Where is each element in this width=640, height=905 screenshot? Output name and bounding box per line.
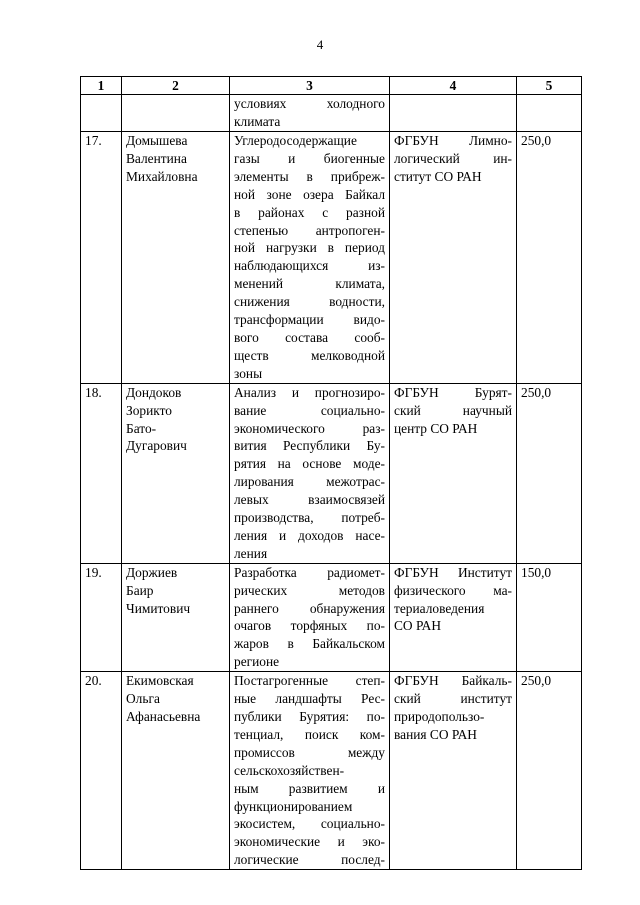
org-line: природопользо- — [394, 709, 485, 724]
header-row — [81, 77, 582, 95]
topic-line: лирования межотрас- — [234, 474, 385, 490]
page-number: 4 — [316, 37, 324, 52]
name-line: Зорикто — [126, 402, 172, 418]
org-line: логический ин- — [394, 150, 512, 166]
cell-amount: 250,0 — [517, 383, 582, 563]
org-line: ский научный — [394, 402, 512, 418]
topic-line: раннего обнаружения — [234, 600, 385, 616]
topic-line: вития Республики Бу- — [234, 438, 385, 454]
topic-line: Разработка радиомет- — [234, 564, 385, 580]
topic-line: логические послед- — [234, 852, 385, 868]
topic-line: рятия на основе моде- — [234, 456, 385, 472]
topic-line: ществ мелководной — [234, 347, 385, 363]
topic-line: сельскохозяйствен- — [234, 762, 345, 778]
topic-line: экосистем, социально- — [234, 816, 385, 832]
name-line: Доржиев — [126, 564, 178, 580]
topic-line: элементы в прибреж- — [234, 168, 385, 184]
org-line: ФГБУН Бурят- — [394, 384, 512, 400]
cell-org — [390, 563, 517, 671]
name-line: Домышева — [126, 133, 188, 148]
table-row — [81, 563, 582, 671]
topic-line: Анализ и прогнозиро- — [234, 384, 385, 400]
topic-line: экономические и эко- — [234, 834, 385, 850]
name-line: Михайловна — [126, 168, 198, 184]
topic-line: вого состава сооб- — [234, 329, 385, 345]
topic-line: зоны — [234, 365, 263, 381]
topic-line: левых взаимосвязей — [234, 492, 385, 508]
cell-amount — [517, 95, 582, 132]
cell-topic — [230, 563, 390, 671]
topic-line: Постагрогенные степ- — [234, 673, 385, 689]
header-col-2: 2 — [122, 77, 230, 95]
topic-line: экономического раз- — [234, 420, 385, 436]
name-line: Дугарович — [126, 438, 187, 454]
org-line: ФГБУН Лимно- — [394, 133, 512, 148]
topic-line: Углеродосодержащие — [234, 133, 357, 148]
topic-line: ления — [234, 545, 268, 561]
topic-line: рических методов — [234, 582, 385, 598]
topic-line: ные ландшафты Рес- — [234, 691, 385, 707]
topic-line: функционированием — [234, 798, 353, 814]
cell-amount: 250,0 — [517, 672, 582, 870]
org-line: ский институт — [394, 691, 512, 707]
grants-table — [80, 76, 582, 870]
cell-amount: 150,0 — [517, 563, 582, 671]
table-row — [81, 672, 582, 870]
cell-org — [390, 672, 517, 870]
topic-line: ным развитием и — [234, 780, 385, 796]
cell-org — [390, 132, 517, 384]
cell-amount: 250,0 — [517, 132, 582, 384]
topic-line: в районах с разной — [234, 204, 385, 220]
org-line: ФГБУН Байкаль- — [394, 673, 512, 689]
header-col-3: 3 — [230, 77, 390, 95]
header-col-1: 1 — [81, 77, 122, 95]
topic-line: климата — [234, 113, 281, 129]
org-line: физического ма- — [394, 582, 512, 598]
topic-line: трансформации видо- — [234, 312, 385, 328]
cell-org — [390, 383, 517, 563]
org-line: териаловедения — [394, 600, 485, 616]
table-row — [81, 383, 582, 563]
cell-name — [122, 563, 230, 671]
header-col-5: 5 — [517, 77, 582, 95]
table-row — [81, 132, 582, 384]
name-line: Екимовская — [126, 673, 194, 689]
topic-line: ной нагрузки в период — [234, 240, 385, 256]
topic-line: ления и доходов насе- — [234, 527, 385, 543]
cell-num: 19. — [81, 563, 122, 671]
cell-num: 20. — [81, 672, 122, 870]
topic-line: жаров в Байкальском — [234, 636, 385, 652]
name-line: Бато- — [126, 420, 157, 436]
org-line: центр СО РАН — [394, 420, 478, 436]
name-line: Чимитович — [126, 600, 191, 616]
topic-line: степенью антропоген- — [234, 222, 385, 238]
cell-name — [122, 132, 230, 384]
cell-num: 17. — [81, 132, 122, 384]
cell-num: 18. — [81, 383, 122, 563]
topic-line: очагов торфяных по- — [234, 618, 385, 634]
cell-topic — [230, 672, 390, 870]
topic-line: вание социально- — [234, 402, 385, 418]
topic-line: условиях холодного — [234, 96, 385, 111]
cell-topic — [230, 383, 390, 563]
cell-topic — [230, 132, 390, 384]
topic-line: производства, потреб- — [234, 510, 385, 526]
org-line: вания СО РАН — [394, 726, 477, 742]
org-line: ститут СО РАН — [394, 168, 482, 184]
org-line: ФГБУН Институт — [394, 564, 512, 580]
cell-topic — [230, 95, 390, 132]
cell-name — [122, 95, 230, 132]
topic-line: снижения водности, — [234, 294, 385, 310]
cell-name — [122, 672, 230, 870]
topic-line: тенциал, поиск ком- — [234, 726, 385, 742]
name-line: Ольга — [126, 691, 160, 707]
topic-line: промиссов между — [234, 744, 385, 760]
name-line: Валентина — [126, 150, 187, 166]
name-line: Баир — [126, 582, 154, 598]
topic-line: публики Бурятия: по- — [234, 709, 385, 724]
header-col-4: 4 — [390, 77, 517, 95]
cell-name — [122, 383, 230, 563]
topic-line: менений климата, — [234, 276, 385, 292]
topic-line: регионе — [234, 654, 280, 670]
name-line: Дондоков — [126, 384, 182, 400]
cell-org — [390, 95, 517, 132]
cell-num — [81, 95, 122, 132]
topic-line: наблюдающихся из- — [234, 258, 385, 274]
org-line: СО РАН — [394, 618, 442, 634]
topic-line: ной зоне озера Байкал — [234, 186, 385, 202]
topic-line: газы и биогенные — [234, 150, 385, 166]
name-line: Афанасьевна — [126, 709, 201, 724]
table-row-continuation — [81, 95, 582, 132]
